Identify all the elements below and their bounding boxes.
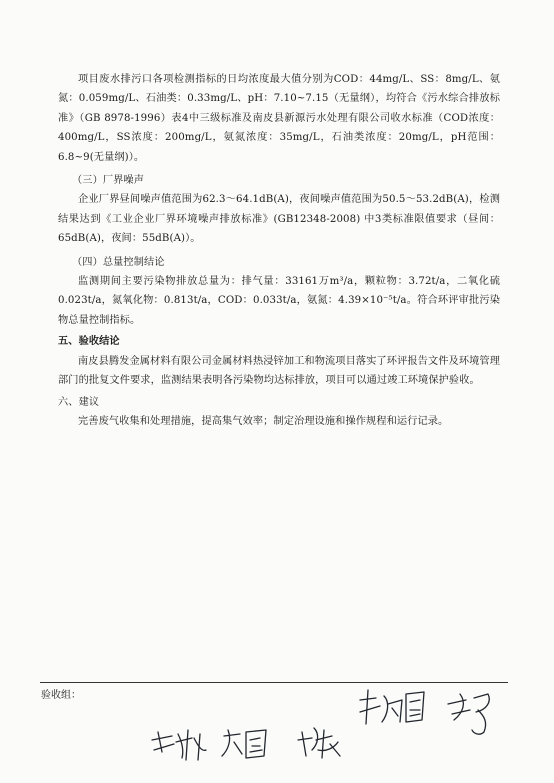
signature-1 [152, 730, 206, 760]
signature-4 [360, 690, 424, 724]
suggestion-heading: 六、建议 [58, 396, 100, 408]
handwritten-signatures [148, 680, 508, 775]
acceptance-group-label: 验收组： [41, 690, 81, 701]
total-control-heading: （四）总量控制结论 [72, 256, 165, 268]
signature-3 [298, 728, 340, 758]
conclusion-paragraph: 南皮县腾发金属材料有限公司金属材料热浸锌加工和物流项目落实了环评报告文件及环境管理部门的批复文件要求，监测结果表明各污染物均达标排放，项目可以通过竣工环境保护验收。 [58, 355, 500, 387]
signature-5 [448, 694, 489, 734]
noise-heading: （三）厂界噪声 [72, 175, 145, 187]
conclusion-heading: 五、验收结论 [58, 335, 120, 348]
signature-2 [222, 730, 266, 758]
total-control-paragraph: 监测期间主要污染物排放总量为：排气量：33161万m³/a，颗粒物：3.72t/a，二氧化硫0.023t/a，氮氧化物：0.813t/a，COD：0.033t/a，氨氮：4.39×10⁻⁵t/a。符合环评审批污染物总量控制指标。 [58, 276, 500, 326]
wastewater-paragraph: 项目废水排污口各项检测指标的日均浓度最大值分别为COD：44mg/L、SS：8mg/L、氨氮：0.059mg/L、石油类：0.33mg/L、pH：7.10~7.15（无量纲），均符合《污水综合排放标准》（GB 8978-1996）表4中三级标准及南皮县新源污水处理有限公司收水标准（COD浓度：400mg/L，SS浓度：200mg/L，氨氮浓度：35mg/L，石油类浓度：20mg/L，pH范围：6.8~9(无量纲)）。 [58, 74, 500, 163]
signatures-svg [148, 680, 508, 775]
document-body [58, 70, 500, 431]
suggestion-paragraph: 完善废气收集和处理措施，提高集气效率；制定治理设施和操作规程和运行记录。 [78, 415, 449, 427]
noise-paragraph: 企业厂界昼间噪声值范围为62.3～64.1dB(A)，夜间噪声值范围为50.5～53.2dB(A)，检测结果达到《工业企业厂界环境噪声排放标准》(GB12348-2008) 中3类标准限值要求（昼间：65dB(A)，夜间：55dB(A)）。 [58, 194, 500, 245]
